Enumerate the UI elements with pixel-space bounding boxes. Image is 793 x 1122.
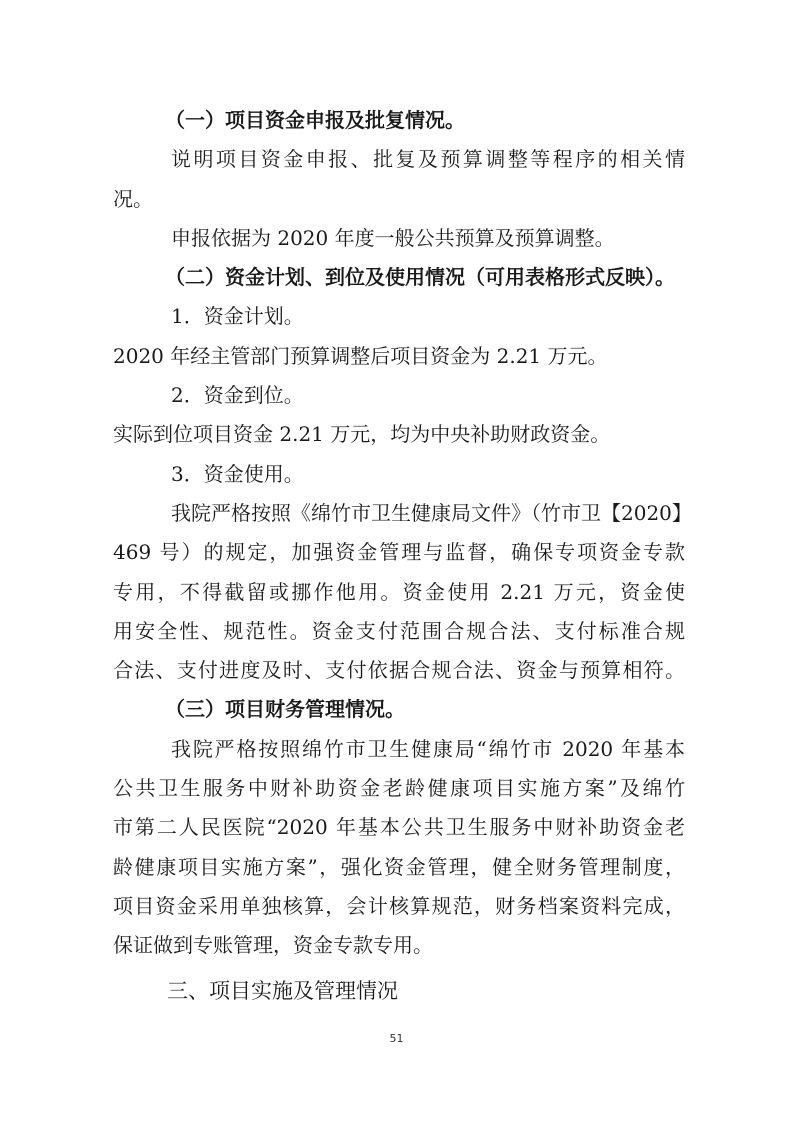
paragraph-line: 我院严格按照《绵竹市卫生健康局文件》（竹市卫【2020】 [171,500,692,525]
paragraph-line: 我院严格按照绵竹市卫生健康局“绵竹市 2020 年基本 [171,736,685,761]
paragraph-line: 合法、支付进度及时、支付依据合规合法、资金与预算相符。 [113,658,685,683]
paragraph-line: 2020 年经主管部门预算调整后项目资金为 2.21 万元。 [113,343,608,368]
paragraph-line: 况。 [113,186,153,211]
section-heading-implementation: 三、项目实施及管理情况 [167,978,398,1003]
heading-financial-management: （三）项目财务管理情况。 [165,697,405,722]
page-number: 51 [389,1032,404,1045]
paragraph-line: 公共卫生服务中财补助资金老龄健康项目实施方案”及绵竹 [113,776,685,801]
item-title-funding-plan: 1．资金计划。 [171,304,304,329]
item-title-funding-usage: 3．资金使用。 [171,461,304,486]
heading-funding-application: （一）项目资金申报及批复情况。 [165,108,465,132]
heading-funding-plan: （二）资金计划、到位及使用情况（可用表格形式反映）。 [165,265,675,290]
paragraph-line: 申报依据为 2020 年度一般公共预算及预算调整。 [171,225,615,250]
paragraph-line: 专用，不得截留或挪作他用。资金使用 2.21 万元，资金使 [113,579,685,604]
paragraph-line: 龄健康项目实施方案”，强化资金管理，健全财务管理制度， [113,854,685,879]
document-body [113,101,692,1011]
paragraph-line: 项目资金采用单独核算，会计核算规范，财务档案资料完成， [113,893,685,918]
paragraph-line: 保证做到专账管理，资金专款专用。 [113,933,433,958]
paragraph-line: 用安全性、规范性。资金支付范围合规合法、支付标准合规 [113,618,685,643]
item-title-funding-arrival: 2．资金到位。 [171,383,304,408]
paragraph-line: 市第二人民医院“2020 年基本公共卫生服务中财补助资金老 [113,815,685,840]
paragraph-line: 说明项目资金申报、批复及预算调整等程序的相关情 [171,147,685,172]
paragraph-line: 实际到位项目资金 2.21 万元，均为中央补助财政资金。 [113,422,611,447]
paragraph-line: 469 号）的规定，加强资金管理与监督，确保专项资金专款 [113,540,685,565]
